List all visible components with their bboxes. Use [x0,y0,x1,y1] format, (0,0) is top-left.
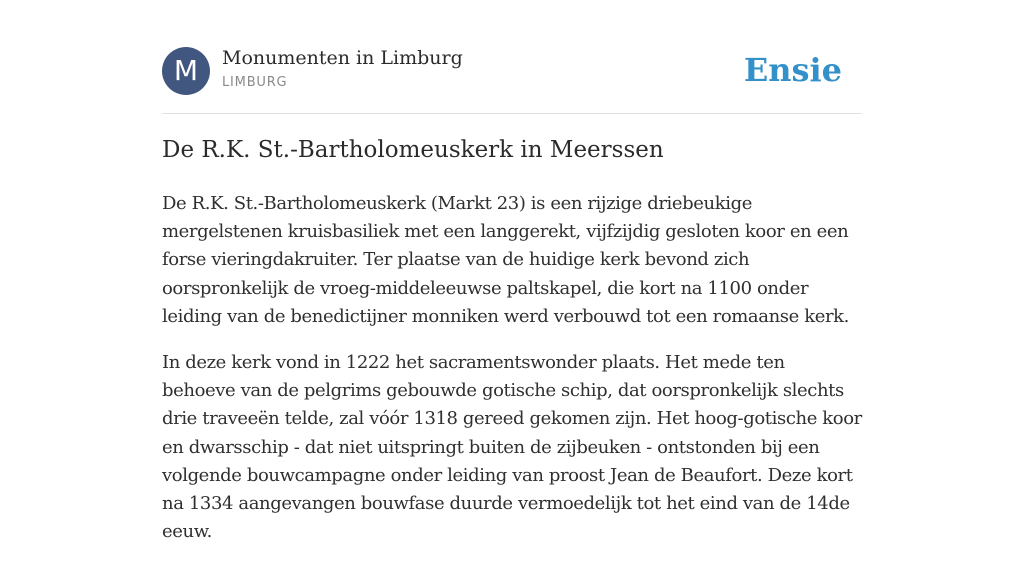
article-body [162,190,862,564]
source-name-link[interactable]: Monumenten in Limburg [222,47,463,69]
header [162,47,862,95]
article-paragraph: In deze kerk vond in 1222 het sacramentswonder plaats. Het mede ten behoeve van de pelgrims gebouwde gotische schip, dat oorspronkelijk slechts drie traveeën telde, zal vóór 1318 gereed gekomen zijn. Het hoog-gotische koor en dwarsschip - dat niet uitspringt buiten de zijbeuken - ontstonden bij een volgende bouwcampagne onder leiding van proost Jean de Beaufort. Deze kort na 1334 aangevangen bouwfase duurde vermoedelijk tot het eind van de 14de eeuw. [162,352,862,543]
avatar[interactable]: M [162,47,210,95]
article-paragraph: De R.K. St.-Bartholomeuskerk (Markt 23) is een rijzige driebeukige mergelstenen kruisbasiliek met een langgerekt, vijfzijdig gesloten koor en een forse vieringdakruiter. Ter plaatse van de huidige kerk bevond zich oorspronkelijk de vroeg-middeleeuwse paltskapel, die kort na 1100 onder leiding van de benedictijner monniken werd verbouwd tot een romaanse kerk. [162,193,849,327]
source-category-link[interactable]: LIMBURG [222,75,288,90]
article-title: De R.K. St.-Bartholomeuskerk in Meerssen [162,137,664,163]
ensie-logo[interactable]: Ensie [743,51,842,89]
header-divider [162,113,862,114]
